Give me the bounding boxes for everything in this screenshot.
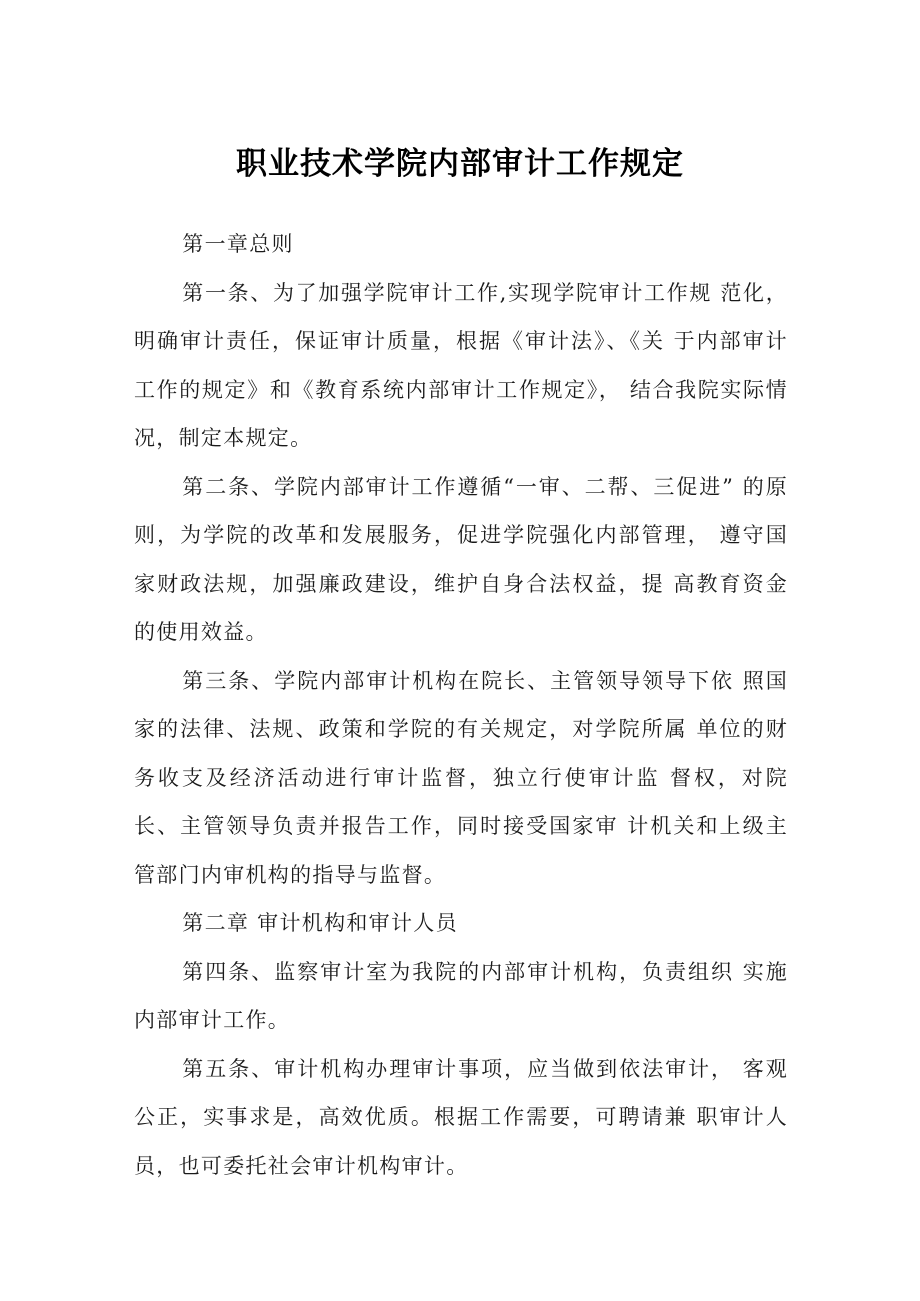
article-paragraph: 第一条、为了加强学院审计工作,实现学院审计工作规 范化，明确审计责任，保证审计质量，根据《审计法》、《关 于内部审计工作的规定》和《教育系统内部审计工作规定》， 结合我院实际情况，制定本规定。 [134,280,788,450]
chapter-heading: 第一章总则 [182,232,294,256]
document-body [134,220,788,1190]
document-title: 职业技术学院内部审计工作规定 [236,146,684,182]
article-paragraph: 第三条、学院内部审计机构在院长、主管领导领导下依 照国家的法律、法规、政策和学院的有关规定，对学院所属 单位的财务收支及经济活动进行审计监督，独立行使审计监 督权，对院长、主管领导负责并报告工作，同时接受国家审 计机关和上级主管部门内审机构的指导与监督。 [134,668,788,887]
article-paragraph: 第二条、学院内部审计工作遵循“一审、二帮、三促进” 的原则，为学院的改革和发展服务，促进学院强化内部管理， 遵守国家财政法规，加强廉政建设，维护自身合法权益，提 高教育资金的使用效益。 [134,474,788,644]
article-paragraph: 第五条、审计机构办理审计事项，应当做到依法审计， 客观公正，实事求是，高效优质。根据工作需要，可聘请兼 职审计人员，也可委托社会审计机构审计。 [134,1056,788,1178]
article-paragraph: 第四条、监察审计室为我院的内部审计机构，负责组织 实施内部审计工作。 [134,959,788,1032]
chapter-heading: 第二章 审计机构和审计人员 [182,911,458,935]
